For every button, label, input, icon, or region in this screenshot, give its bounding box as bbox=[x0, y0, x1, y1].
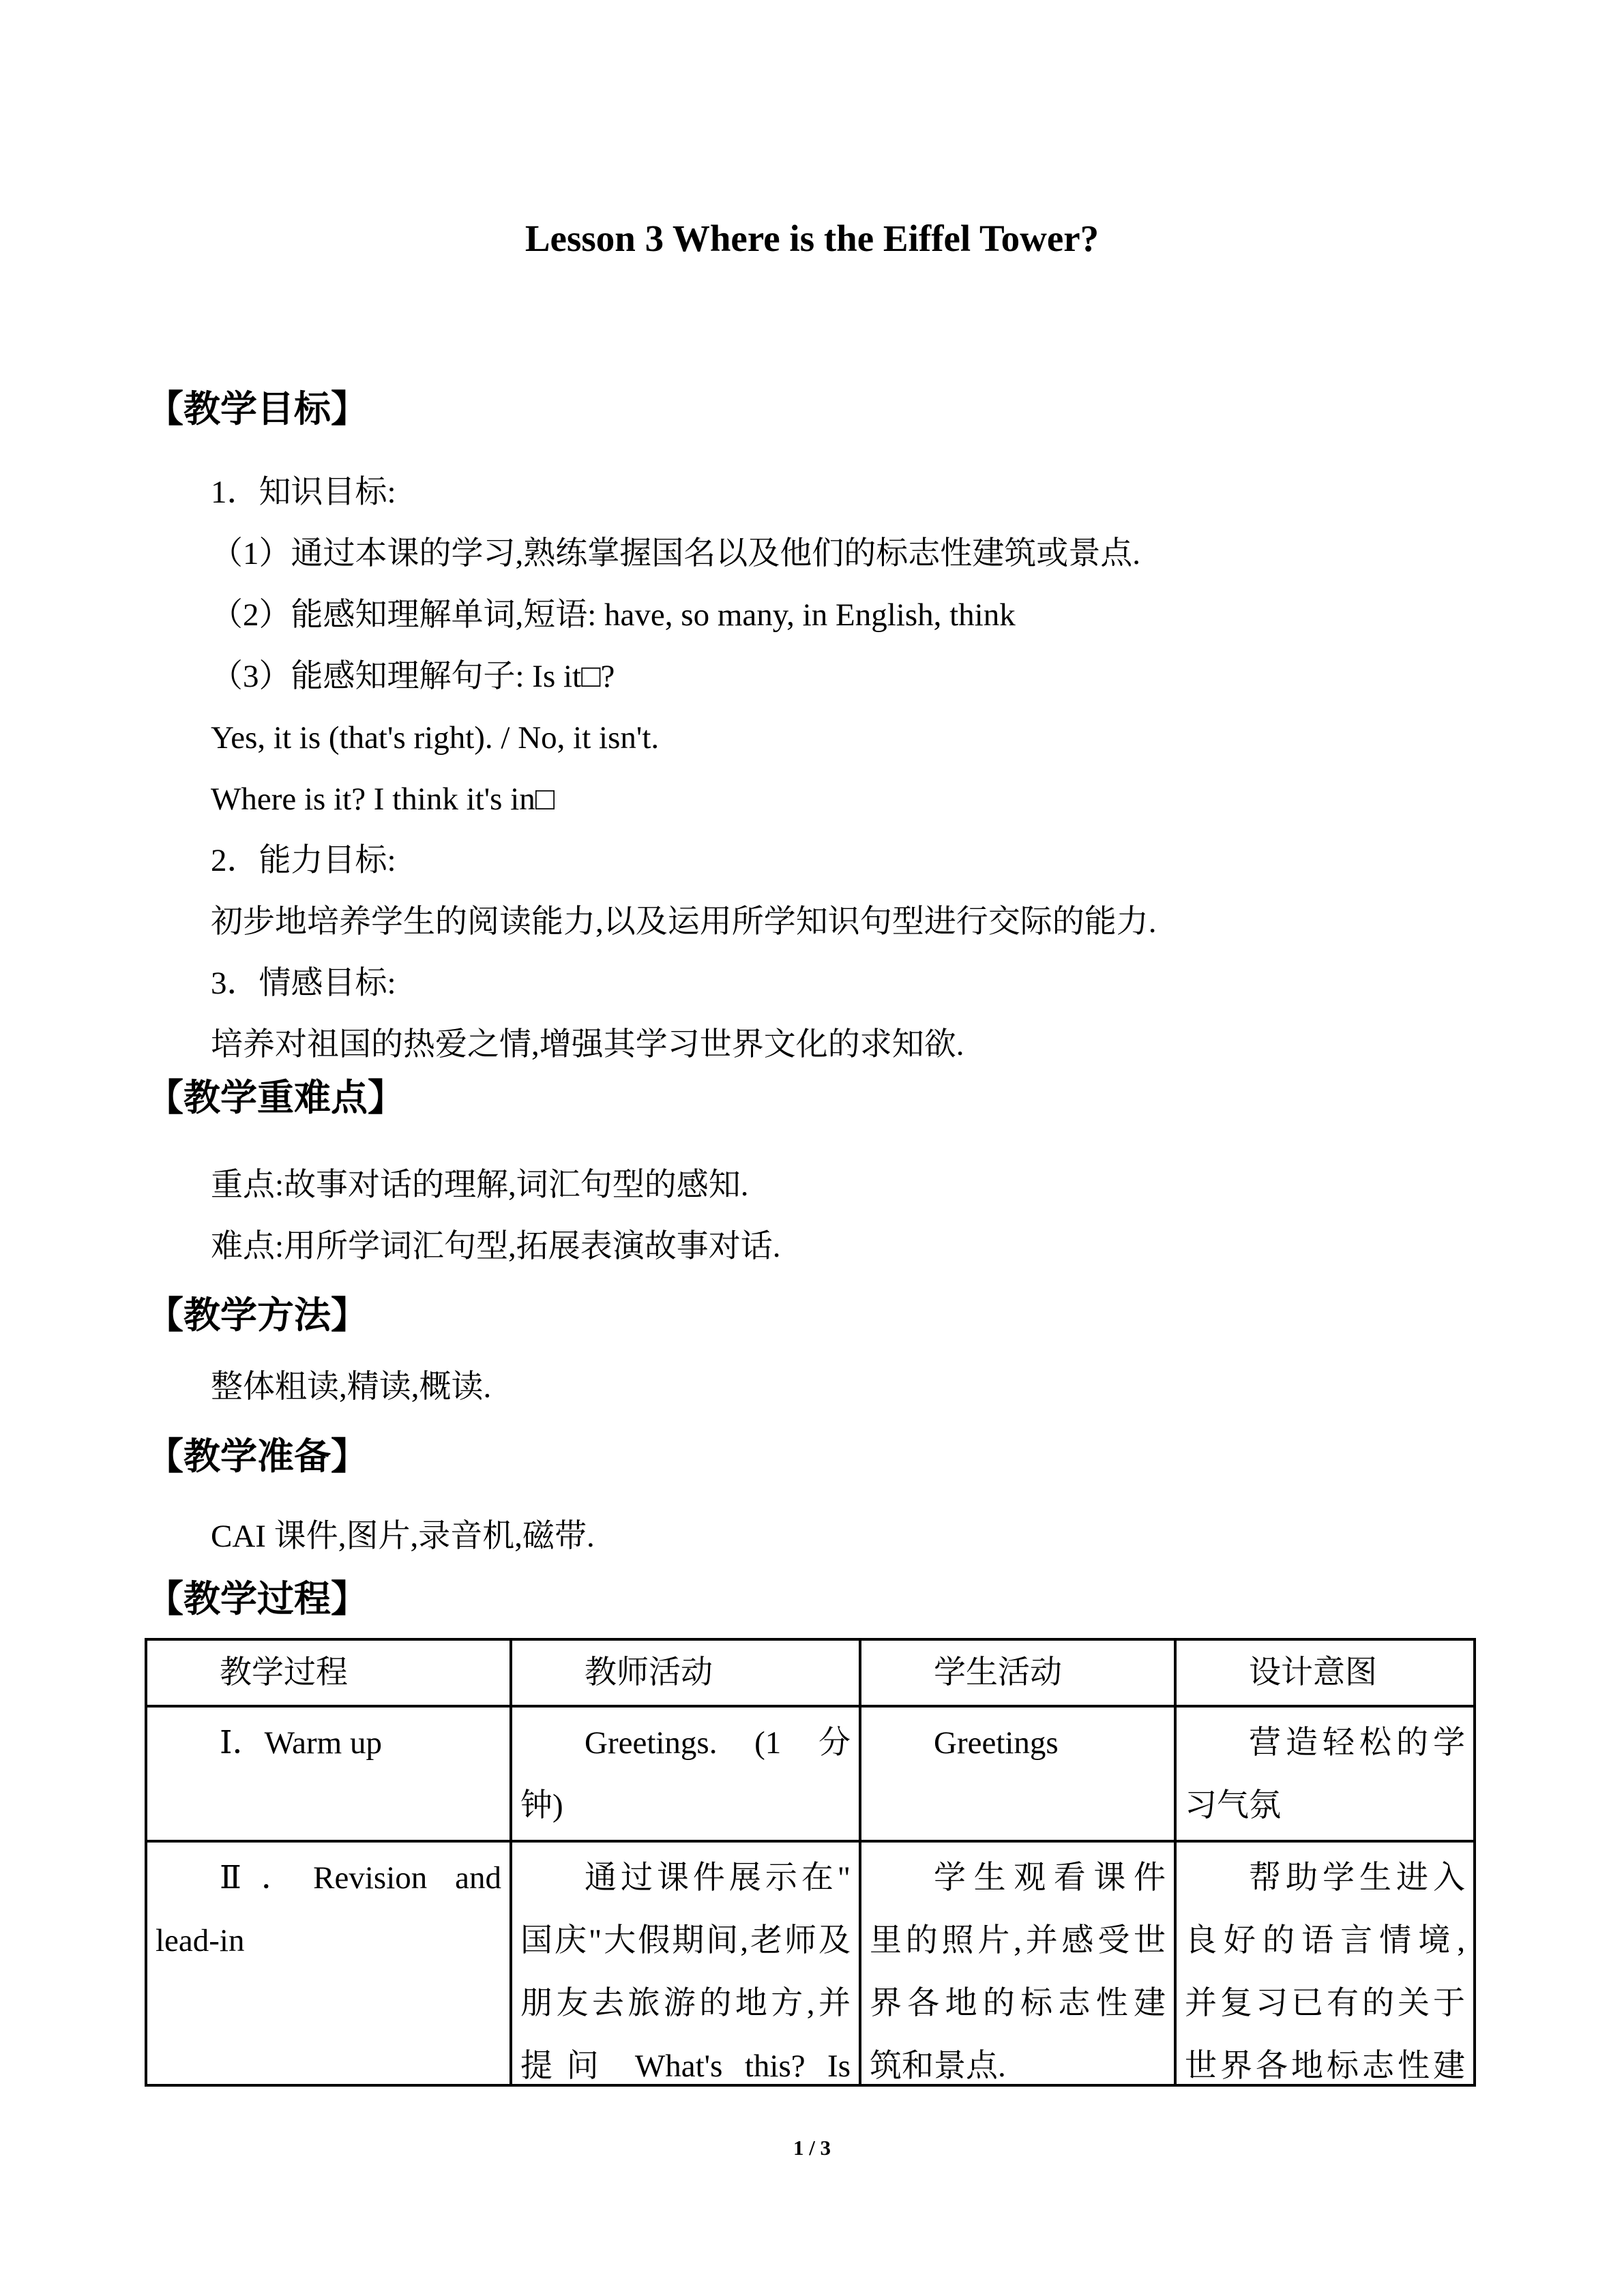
cell-text-line: 国庆"大假期间,老师及 bbox=[520, 1923, 851, 1958]
cell-text-line: 筑和景点. bbox=[870, 2048, 1006, 2084]
cell-design-intent bbox=[1177, 1708, 1473, 1840]
cell-text-line: 营造轻松的学 bbox=[1249, 1725, 1465, 1761]
table-header-process bbox=[147, 1641, 512, 1705]
cell-text-line: Ⅰ．Warm up bbox=[220, 1725, 382, 1761]
text-line: 整体粗读,精读,概读. bbox=[211, 1369, 492, 1405]
cell-teacher-activity bbox=[512, 1843, 861, 2084]
cell-text-line: 界各地的标志性建 bbox=[870, 1986, 1166, 2021]
section-heading-method: 【教学方法】 bbox=[147, 1295, 368, 1336]
section-body-preparation bbox=[147, 1506, 1477, 1567]
section-body-objectives bbox=[147, 462, 1477, 1075]
cell-text-line: 通过课件展示在" bbox=[585, 1860, 851, 1896]
cell-design-intent bbox=[1177, 1843, 1473, 2084]
cell-text-line: Greetings bbox=[934, 1725, 1059, 1761]
cell-teacher-activity bbox=[512, 1708, 861, 1840]
table-row-warm-up bbox=[147, 1708, 1473, 1843]
text-line: 难点:用所学词汇句型,拓展表演故事对话. bbox=[211, 1229, 781, 1264]
text-line: 重点:故事对话的理解,词汇句型的感知. bbox=[211, 1167, 749, 1203]
cell-text-line: 并复习已有的关于 bbox=[1185, 1986, 1465, 2021]
section-heading-process: 【教学过程】 bbox=[147, 1579, 368, 1620]
cell-text-line: 朋友去旅游的地方,并 bbox=[520, 1986, 851, 2021]
cell-text-line: 提问 What's this? Is bbox=[520, 2048, 851, 2084]
text-line: 培养对祖国的热爱之情,增强其学习世界文化的求知欲. bbox=[211, 1027, 964, 1062]
cell-process bbox=[147, 1708, 512, 1840]
cell-text-line: 习气氛 bbox=[1185, 1788, 1281, 1823]
section-heading-objectives: 【教学目标】 bbox=[147, 389, 368, 430]
header-label: 学生活动 bbox=[934, 1655, 1062, 1690]
section-body-method bbox=[147, 1356, 1477, 1418]
lesson-plan-table bbox=[145, 1638, 1476, 2087]
text-line: 3．情感目标: bbox=[211, 966, 396, 1001]
header-label: 教师活动 bbox=[585, 1655, 713, 1690]
section-heading-key-points: 【教学重难点】 bbox=[147, 1077, 404, 1118]
section-heading-preparation: 【教学准备】 bbox=[147, 1436, 368, 1477]
text-line: 1．知识目标: bbox=[211, 475, 396, 510]
header-label: 设计意图 bbox=[1249, 1655, 1377, 1690]
text-line: Yes, it is (that's right). / No, it isn't. bbox=[211, 720, 660, 756]
text-line: Where is it? I think it's in□ bbox=[211, 781, 555, 817]
cell-text-line: 里的照片,并感受世 bbox=[870, 1923, 1166, 1958]
cell-text-line: 钟) bbox=[520, 1788, 563, 1823]
cell-text-line: Greetings. (1 分 bbox=[585, 1725, 851, 1761]
section-body-key-points bbox=[147, 1154, 1477, 1277]
table-row-revision-lead-in bbox=[147, 1843, 1473, 2084]
cell-text-line: Ⅱ．Revision and bbox=[220, 1860, 501, 1896]
header-label: 教学过程 bbox=[220, 1655, 348, 1690]
text-line: （3）能感知理解句子: Is it□? bbox=[211, 659, 615, 694]
text-line: （1）通过本课的学习,熟练掌握国名以及他们的标志性建筑或景点. bbox=[211, 536, 1140, 571]
document-title: Lesson 3 Where is the Eiffel Tower? bbox=[525, 218, 1099, 259]
cell-text-line: 学生观看课件 bbox=[934, 1860, 1166, 1896]
table-header-design-intent bbox=[1177, 1641, 1473, 1705]
table-header-teacher-activity bbox=[512, 1641, 861, 1705]
cell-student-activity bbox=[861, 1708, 1177, 1840]
cell-text-line: 世界各地标志性建 bbox=[1185, 2048, 1465, 2084]
cell-text-line: 帮助学生进入 bbox=[1249, 1860, 1465, 1896]
page-number: 1 / 3 bbox=[793, 2136, 831, 2160]
table-header-student-activity bbox=[861, 1641, 1177, 1705]
cell-text-line: 良好的语言情境, bbox=[1185, 1923, 1465, 1958]
cell-process bbox=[147, 1843, 512, 2084]
table-header-row bbox=[147, 1641, 1473, 1708]
text-line: 2．能力目标: bbox=[211, 843, 396, 878]
text-line: 初步地培养学生的阅读能力,以及运用所学知识句型进行交际的能力. bbox=[211, 904, 1157, 940]
cell-text-line: lead-in bbox=[156, 1923, 245, 1958]
text-line: （2）能感知理解单词,短语: have, so many, in English, think bbox=[211, 597, 1016, 633]
cell-student-activity bbox=[861, 1843, 1177, 2084]
text-line: CAI 课件,图片,录音机,磁带. bbox=[211, 1519, 595, 1554]
